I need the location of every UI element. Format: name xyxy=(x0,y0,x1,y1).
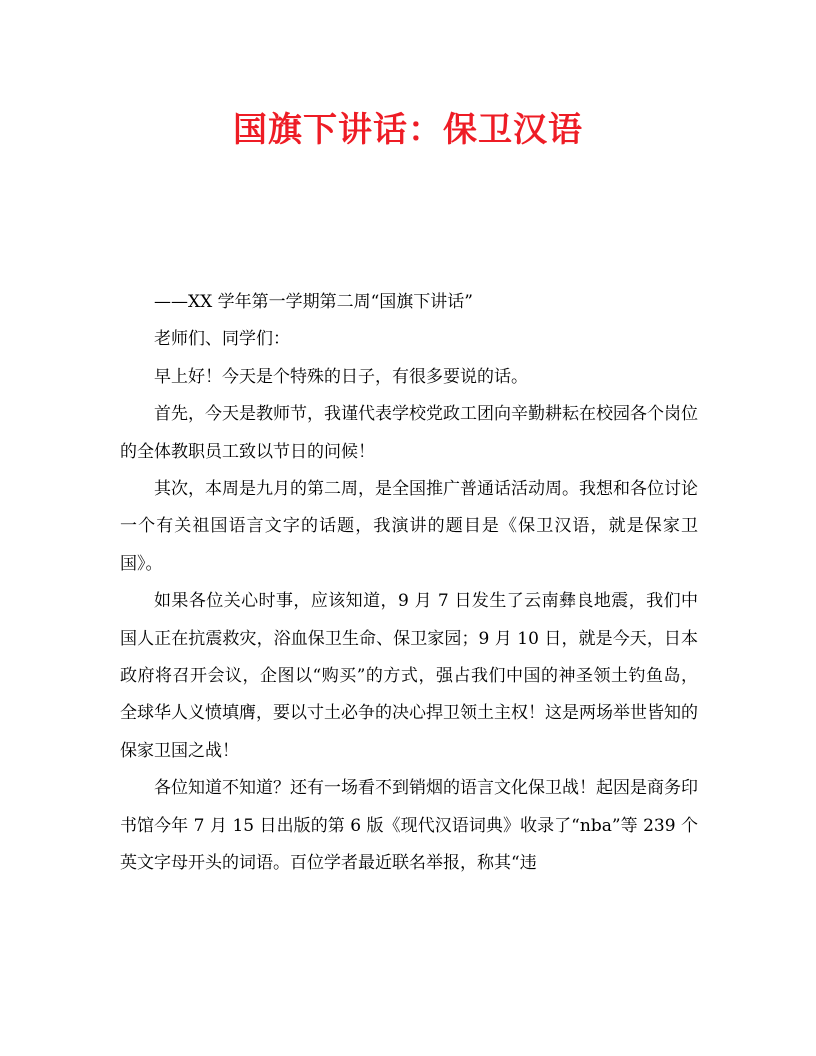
document-title: 国旗下讲话：保卫汉语 xyxy=(233,110,583,150)
paragraph-language-battle: 各位知道不知道？还有一场看不到销烟的语言文化保卫战！起因是商务印书馆今年 7 月 15 日出版的第 6 版《现代汉语词典》收录了“nba”等 239 个英文字母开头的词语。百位学者最近联名举报，称其“违 xyxy=(120,778,698,874)
salutation: 老师们、同学们： xyxy=(154,329,290,350)
paragraph-greeting: 早上好！今天是个特殊的日子，有很多要说的话。 xyxy=(154,366,528,387)
paragraph-current-events: 如果各位关心时事，应该知道，9 月 7 日发生了云南彝良地震，我们中国人正在抗震救灾，浴血保卫生命、保卫家园；9 月 10 日，就是今天，日本政府将召开会议，企图以“购买”的方式，强占我们中国的神圣领土钓鱼岛，全球华人义愤填膺，要以寸土必争的决心捍卫领土主权！这是两场举世皆知的保家卫国之战！ xyxy=(120,591,698,761)
paragraph-putonghua-week: 其次，本周是九月的第二周，是全国推广普通话活动周。我想和各位讨论一个有关祖国语言文字的话题，我演讲的题目是《保卫汉语，就是保家卫国》。 xyxy=(120,479,698,574)
subtitle-line: ——XX 学年第一学期第二周“国旗下讲话” xyxy=(154,292,473,312)
paragraph-teachers-day: 首先，今天是教师节，我谨代表学校党政工团向辛勤耕耘在校园各个岗位的全体教职员工致以节日的问候！ xyxy=(120,404,698,462)
document-body xyxy=(120,284,698,883)
